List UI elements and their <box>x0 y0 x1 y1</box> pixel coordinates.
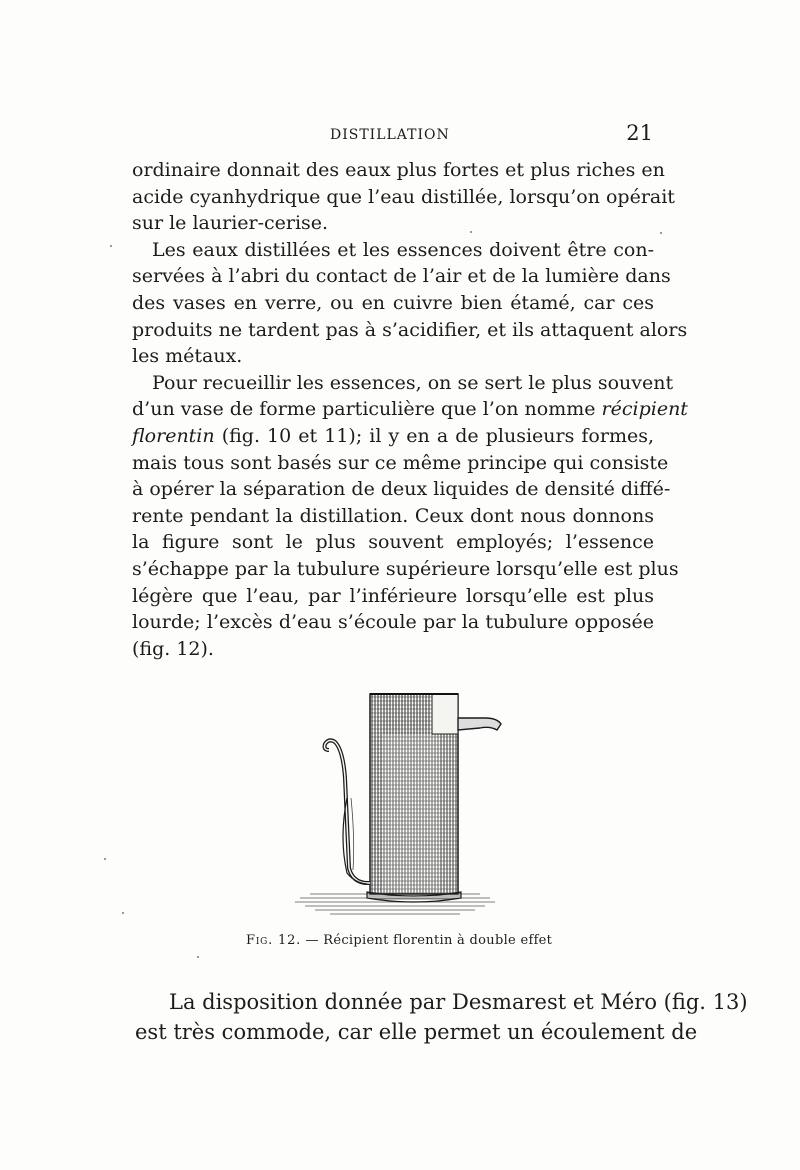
text-line: servées à l’abri du contact de l’air et de la lumière dans <box>132 265 671 288</box>
text-line: légère que l’eau, par l’inférieure lorsqu’elle est plus <box>132 584 654 607</box>
text-line: mais tous sont basés sur ce même principe qui consiste <box>132 451 669 474</box>
caption-label: Fig. 12. <box>246 933 302 948</box>
text-line: La disposition donnée par Desmarest et Méro (fig. 13) <box>169 990 748 1014</box>
side-tube <box>325 740 371 883</box>
italic-term: récipient <box>601 398 688 421</box>
text-line: rente pendant la distillation. Ceux dont nous donnons <box>132 504 654 527</box>
text-line: les métaux. <box>132 345 243 368</box>
page-number: 21 <box>626 121 653 145</box>
text-line: la figure sont le plus souvent employés; l’essence <box>132 531 654 554</box>
caption-text: — Récipient florentin à double effet <box>301 933 553 948</box>
text-line: produits ne tardent pas à s’acidifier, et ils attaquent alors <box>132 318 688 341</box>
text-line: sur le laurier-cerise. <box>132 212 329 235</box>
text-line: à opérer la séparation de deux liquides de densité diffé- <box>132 478 671 501</box>
text-line: Pour recueillir les essences, on se sert le plus souvent <box>152 371 674 394</box>
text-line: ordinaire donnait des eaux plus fortes et plus riches en <box>132 159 665 181</box>
florentine-receiver-illustration <box>275 688 525 920</box>
text-line: des vases en verre, ou en cuivre bien étamé, car ces <box>132 291 654 314</box>
running-head <box>130 121 655 151</box>
text-segment: d’un vase de forme particulière que l’on nomme <box>132 398 602 421</box>
text-segment: (fig. 10 et 11); il y en a de plusieurs formes, <box>214 424 654 447</box>
text-line: Les eaux distillées et les essences doivent être con- <box>152 238 654 261</box>
text-line: acide cyanhydrique que l’eau distillée, lorsqu’on opérait <box>132 185 675 208</box>
text-line-mixed <box>132 423 654 450</box>
body-text <box>132 157 688 662</box>
italic-term: florentin <box>132 424 215 447</box>
bottom-text <box>135 987 748 1047</box>
text-line: lourde; l’excès d’eau s’écoule par la tubulure opposée <box>132 611 654 634</box>
upper-spout <box>458 718 501 730</box>
running-title: DISTILLATION <box>330 127 450 143</box>
figure-caption <box>246 933 586 948</box>
text-line: s’échappe par la tubulure supérieure lorsqu’elle est plus <box>132 557 679 580</box>
text-line: est très commode, car elle permet un écoulement de <box>135 1020 698 1044</box>
text-line: (fig. 12). <box>132 637 214 660</box>
text-line-mixed <box>132 396 688 423</box>
